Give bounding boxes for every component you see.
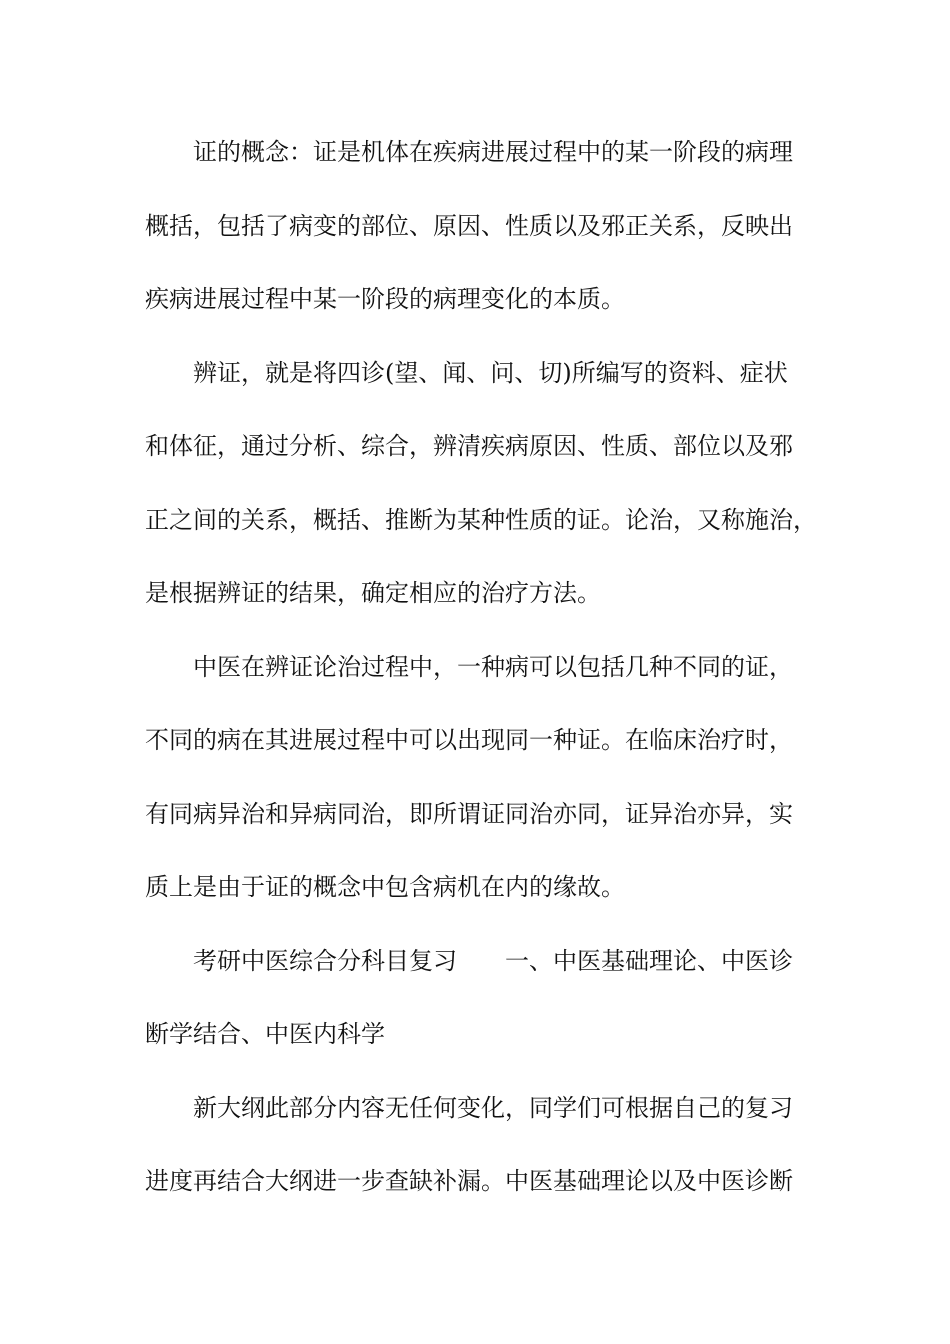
paragraph-exam-subjects (145, 934, 825, 1081)
text-line: 不同的病在其进展过程中可以出现同一种证。在临床治疗时， (145, 726, 793, 754)
text-line: 质上是由于证的概念中包含病机在内的缘故。 (145, 873, 625, 901)
text-line: 新大纲此部分内容无任何变化，同学们可根据自己的复习 (193, 1093, 793, 1122)
text-line: 中医在辨证论治过程中，一种病可以包括几种不同的证， (193, 652, 793, 681)
text-line: 考研中医综合分科目复习 一、中医基础理论、中医诊 (193, 946, 793, 975)
body-text (145, 125, 825, 1228)
text-line: 疾病进展过程中某一阶段的病理变化的本质。 (145, 285, 625, 313)
paragraph-bianzheng-process (145, 640, 825, 934)
text-line: 正之间的关系，概括、推断为某种性质的证。论治，又称施治， (145, 505, 817, 534)
text-line: 有同病异治和异病同治，即所谓证同治亦同，证异治亦异，实 (145, 799, 793, 828)
paragraph-new-syllabus (145, 1081, 825, 1228)
text-line: 概括，包括了病变的部位、原因、性质以及邪正关系，反映出 (145, 211, 793, 240)
text-line: 进度再结合大纲进一步查缺补漏。中医基础理论以及中医诊断 (145, 1167, 793, 1195)
paragraph-zheng-concept (145, 125, 825, 346)
paragraph-bian-zheng (145, 346, 825, 640)
text-line: 断学结合、中医内科学 (145, 1020, 385, 1048)
text-line: 辨证，就是将四诊(望、闻、问、切)所编写的资料、症状 (193, 358, 788, 387)
text-line: 和体征，通过分析、综合，辨清疾病原因、性质、部位以及邪 (145, 432, 793, 460)
text-line: 证的概念：证是机体在疾病进展过程中的某一阶段的病理 (193, 138, 793, 166)
text-line: 是根据辨证的结果，确定相应的治疗方法。 (145, 579, 601, 607)
